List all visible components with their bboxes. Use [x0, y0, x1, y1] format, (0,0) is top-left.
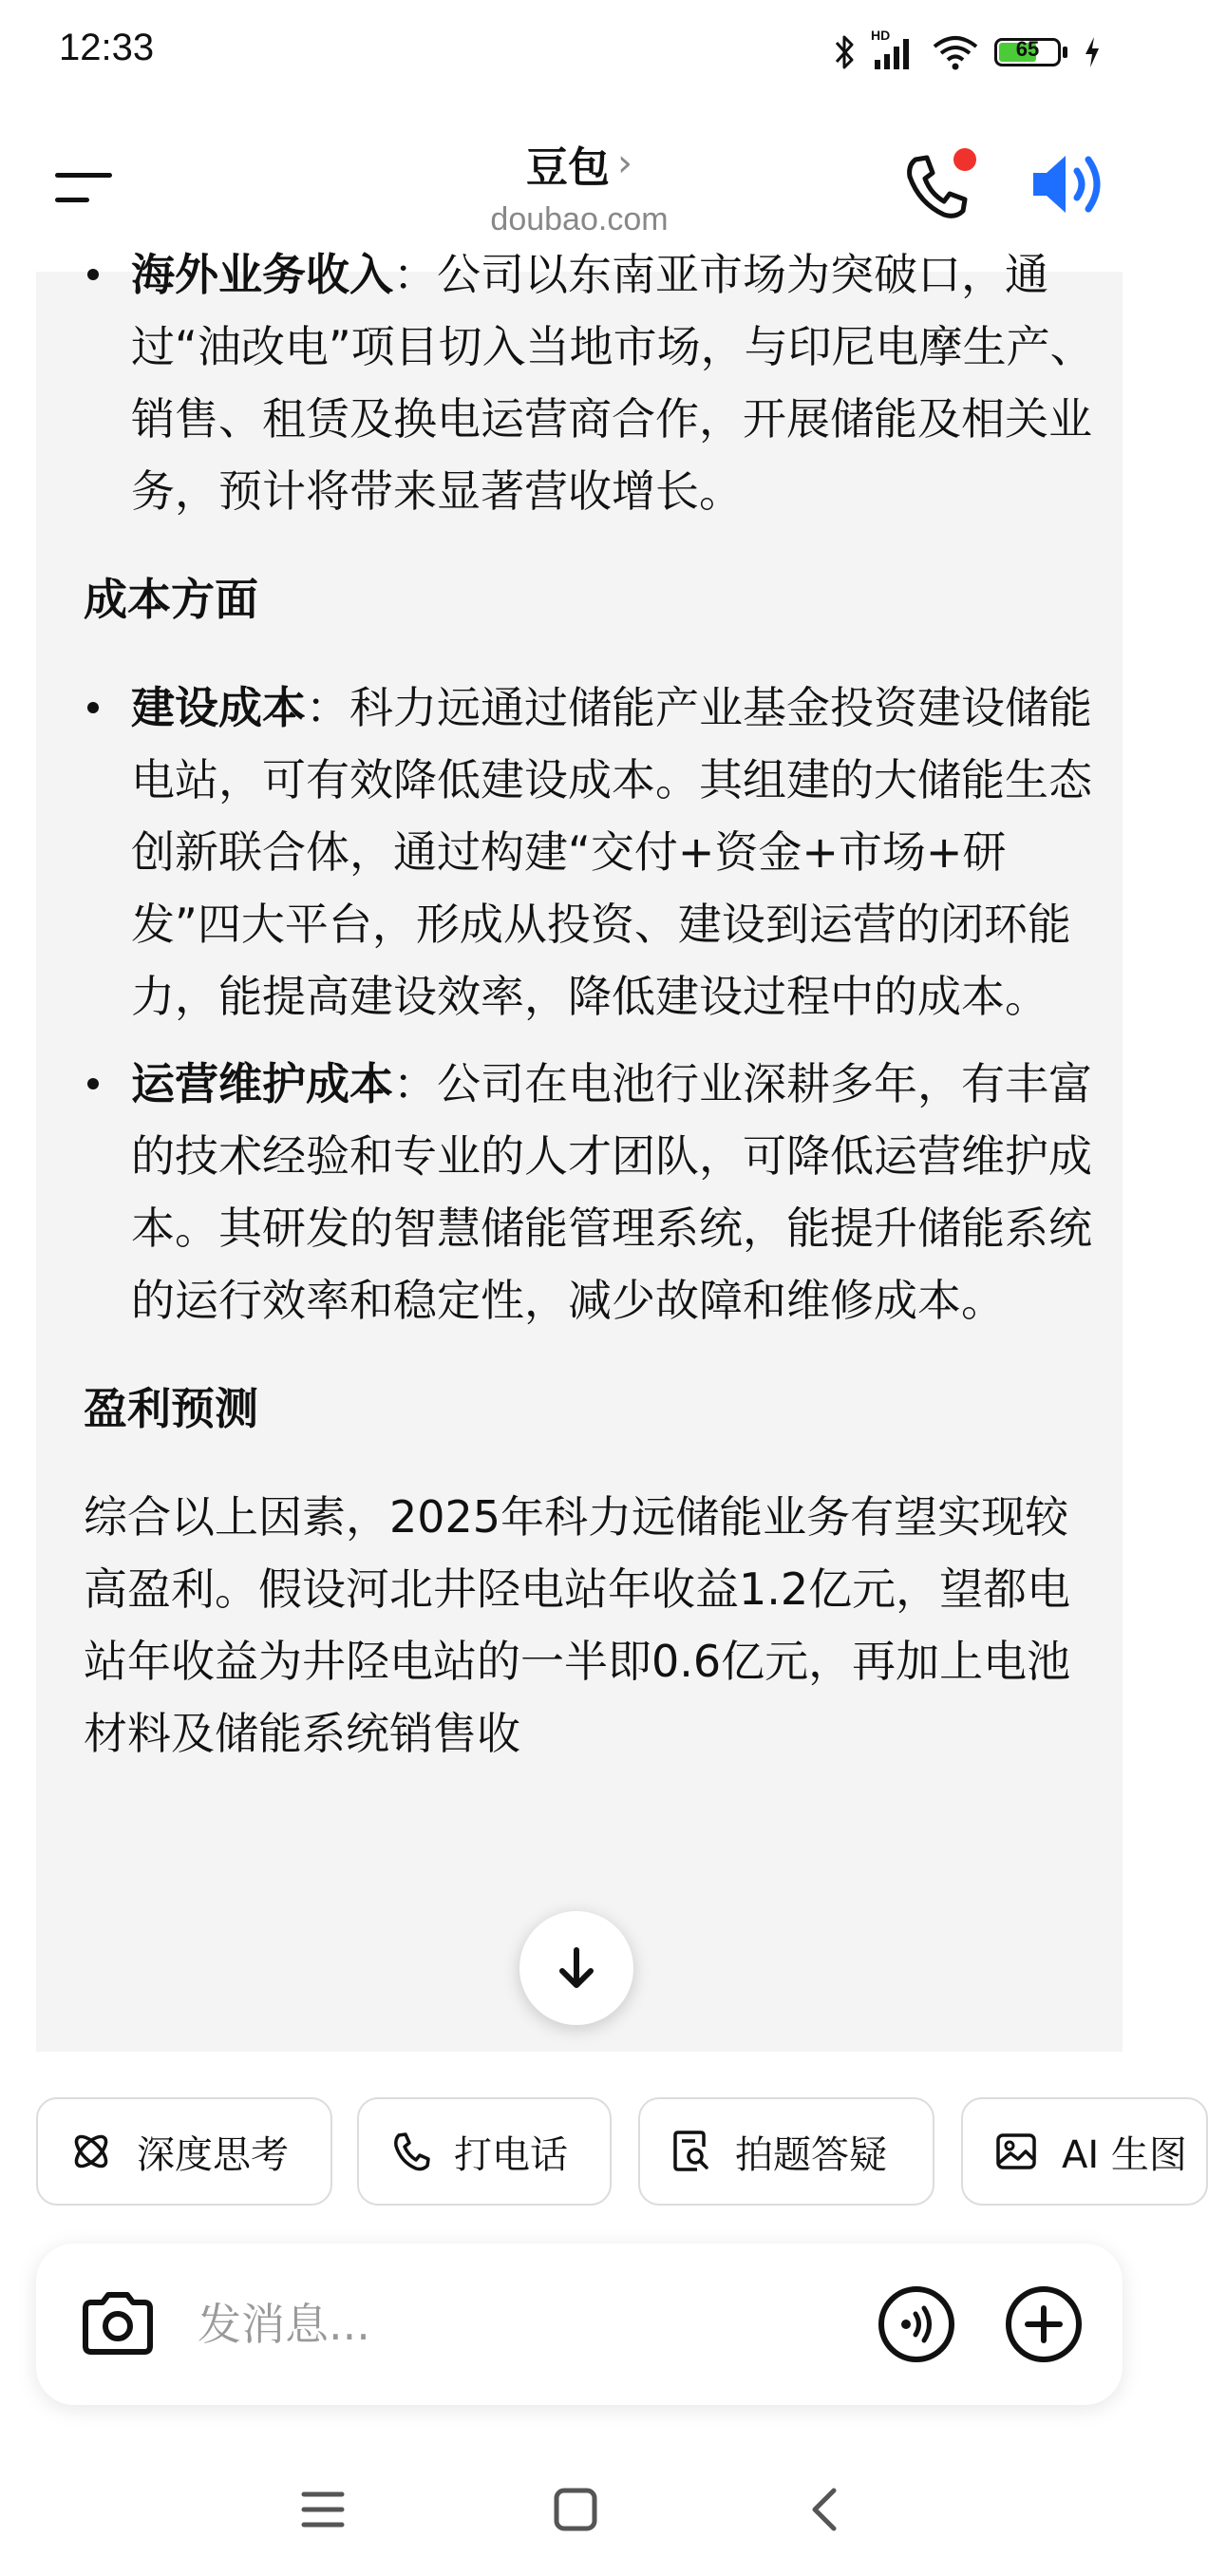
- speaker-icon: [1028, 146, 1113, 222]
- voice-wave-icon: [878, 2285, 955, 2363]
- battery-level: 65: [1015, 37, 1040, 61]
- scroll-to-bottom-button[interactable]: [519, 1911, 633, 2025]
- section-heading: 成本方面: [84, 574, 258, 625]
- chip-deep-think[interactable]: [36, 2097, 332, 2206]
- search-document-icon: [672, 2130, 710, 2173]
- chat-subtitle: doubao.com: [490, 201, 669, 237]
- list-item: [84, 672, 1100, 1032]
- bullet-dot: [87, 1078, 99, 1089]
- phone-icon: [391, 2131, 429, 2172]
- image-icon: [995, 2131, 1037, 2172]
- bluetooth-icon: [833, 33, 856, 71]
- menu-icon: [47, 161, 123, 218]
- list-item: [84, 238, 1100, 527]
- signal-icon: [871, 28, 916, 71]
- battery-icon: [994, 38, 1061, 66]
- chip-label: 拍题答疑: [735, 2132, 887, 2177]
- chat-title-text: 豆包: [526, 143, 610, 192]
- bullet-dot: [87, 269, 99, 280]
- add-attachment-button[interactable]: [1005, 2285, 1083, 2363]
- battery-cap: [1063, 47, 1067, 58]
- charging-icon: [1083, 35, 1102, 69]
- bullet-list: [84, 672, 1100, 1336]
- item-text: ：科力远通过储能产业基金投资建设储能电站，可有效降低建设成本。其组建的大储能生态创新联合体，通过构建“交付+资金+市场+研发”四大平台，形成从投资、建设到运营的闭环能力，能提高建设效率，降低建设过程中的成本。: [131, 682, 1092, 1022]
- nav-back-button[interactable]: [798, 2481, 855, 2538]
- chip-label: 深度思考: [137, 2132, 289, 2177]
- phone-call-button[interactable]: [902, 142, 978, 228]
- status-bar: [0, 0, 1159, 104]
- chip-label: 打电话: [454, 2132, 568, 2177]
- chevron-right-icon: ›: [617, 142, 632, 185]
- menu-button[interactable]: [47, 161, 123, 218]
- plus-icon: [1005, 2285, 1083, 2363]
- status-time: 12:33: [59, 27, 155, 68]
- message-input[interactable]: [198, 2282, 672, 2367]
- chip-photo-question[interactable]: [638, 2097, 934, 2206]
- notification-dot: [953, 148, 976, 171]
- assistant-message: [36, 249, 1123, 2052]
- bullet-list: [84, 238, 1100, 527]
- nav-menu-icon: [294, 2481, 351, 2538]
- atom-icon: [70, 2131, 112, 2172]
- speaker-button[interactable]: [1028, 146, 1113, 222]
- nav-home-button[interactable]: [547, 2481, 604, 2538]
- system-navigation-bar: [0, 2451, 1159, 2576]
- message-content: [84, 238, 1100, 1770]
- chat-title-area[interactable]: [389, 133, 769, 238]
- nav-menu-button[interactable]: [294, 2481, 351, 2538]
- item-label: 运营维护成本: [131, 1058, 393, 1109]
- item-label: 建设成本: [131, 682, 306, 733]
- section-heading: 盈利预测: [84, 1383, 258, 1434]
- voice-input-button[interactable]: [878, 2285, 955, 2363]
- status-icons: [833, 28, 1102, 76]
- item-text: ：公司在电池行业深耕多年，有丰富的技术经验和专业的人才团队，可降低运营维护成本。其研发的智慧储能管理系统，能提升储能系统的运行效率和稳定性，减少故障和维修成本。: [131, 1058, 1092, 1326]
- chat-title[interactable]: [526, 133, 632, 194]
- quick-actions: [36, 2097, 1187, 2209]
- chip-label: AI 生图: [1062, 2132, 1187, 2177]
- paragraph: 综合以上因素，2025年科力远储能业务有望实现较高盈利。假设河北井陉电站年收益1.2亿元，望都电站年收益为井陉电站的一半即0.6亿元，再加上电池材料及储能系统销售收: [84, 1491, 1071, 1759]
- nav-home-icon: [547, 2481, 604, 2538]
- nav-back-icon: [798, 2481, 855, 2538]
- camera-button[interactable]: [78, 2283, 158, 2363]
- list-item: [84, 1048, 1100, 1336]
- message-input-bar: [36, 2244, 1123, 2405]
- item-label: 海外业务收入: [131, 249, 393, 300]
- camera-icon: [78, 2283, 158, 2363]
- item-text: ：公司以东南亚市场为突破口，通过“油改电”项目切入当地市场，与印尼电摩生产、销售、租赁及换电运营商合作，开展储能及相关业务，预计将带来显著营收增长。: [131, 249, 1094, 517]
- hd-label: HD: [871, 28, 891, 43]
- chip-phone-call[interactable]: [357, 2097, 612, 2206]
- chip-ai-image[interactable]: [961, 2097, 1208, 2206]
- wifi-icon: [932, 33, 979, 71]
- bullet-dot: [87, 702, 99, 713]
- arrow-down-icon: [553, 1944, 600, 1992]
